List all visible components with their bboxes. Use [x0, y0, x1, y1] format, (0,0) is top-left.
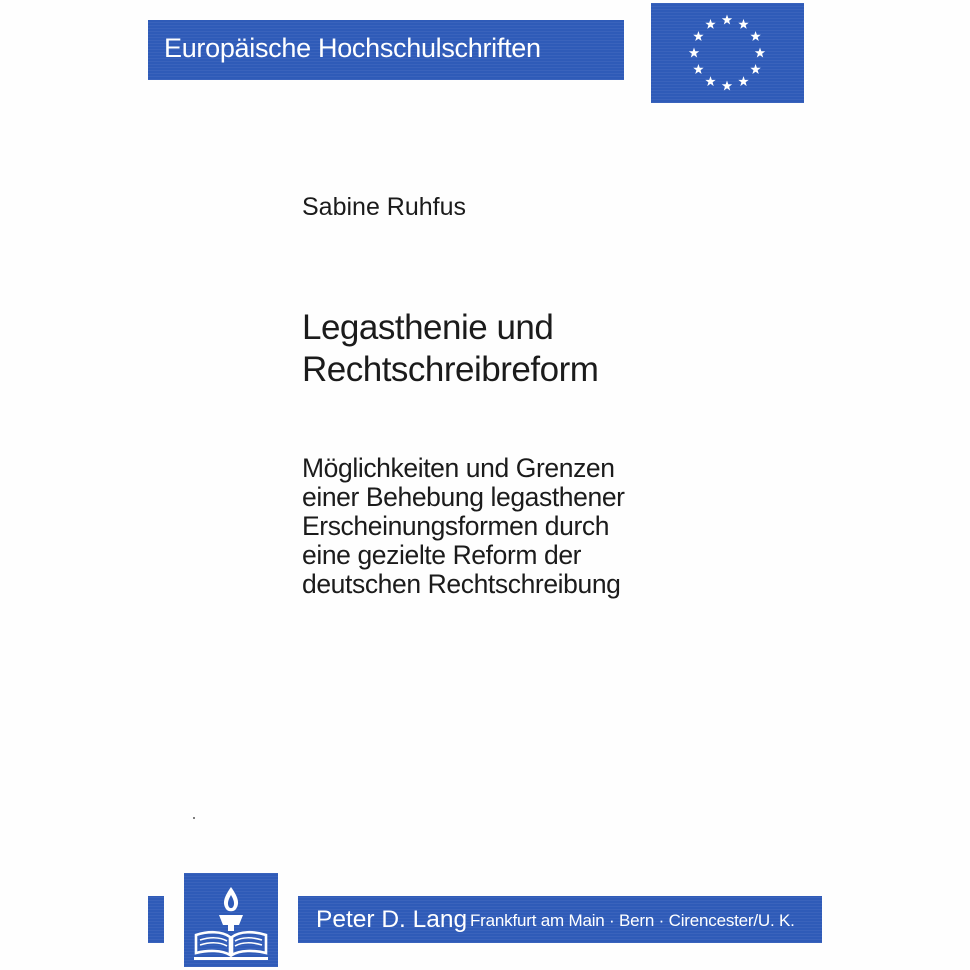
eu-emblem — [651, 3, 804, 103]
star-icon — [750, 31, 760, 41]
book-subtitle — [302, 454, 625, 599]
star-icon — [722, 15, 732, 25]
series-title: Europäische Hochschulschriften — [164, 33, 541, 63]
star-icon — [738, 19, 748, 29]
book-title — [302, 307, 598, 391]
publisher-strip — [148, 896, 164, 943]
star-icon — [738, 76, 748, 86]
publisher-lamp-book-icon — [184, 873, 278, 967]
publisher-cities: Frankfurt am Main · Bern · Cirencester/U. K. — [470, 911, 795, 930]
star-icon — [693, 64, 703, 74]
star-icon — [689, 48, 699, 58]
book-title-line: Legasthenie und — [302, 308, 554, 347]
star-icon — [705, 76, 715, 86]
publisher-banner — [298, 896, 822, 943]
subtitle-line: Erscheinungsformen durch — [302, 511, 610, 541]
star-icon — [693, 31, 703, 41]
star-icon — [750, 64, 760, 74]
subtitle-line: Möglichkeiten und Grenzen — [302, 453, 615, 483]
star-icon — [755, 48, 765, 58]
publisher-logo — [184, 873, 278, 967]
subtitle-line: eine gezielte Reform der — [302, 540, 582, 570]
subtitle-line: deutschen Rechtschreibung — [302, 569, 621, 599]
eu-stars-icon — [651, 3, 804, 103]
star-icon — [705, 19, 715, 29]
star-icon — [722, 81, 732, 91]
print-speck — [193, 817, 195, 819]
publisher-name: Peter D. Lang — [316, 906, 468, 933]
author-name: Sabine Ruhfus — [302, 193, 467, 221]
book-title-line: Rechtschreibreform — [302, 350, 599, 389]
subtitle-line: einer Behebung legasthener — [302, 482, 625, 512]
series-banner — [148, 20, 624, 80]
